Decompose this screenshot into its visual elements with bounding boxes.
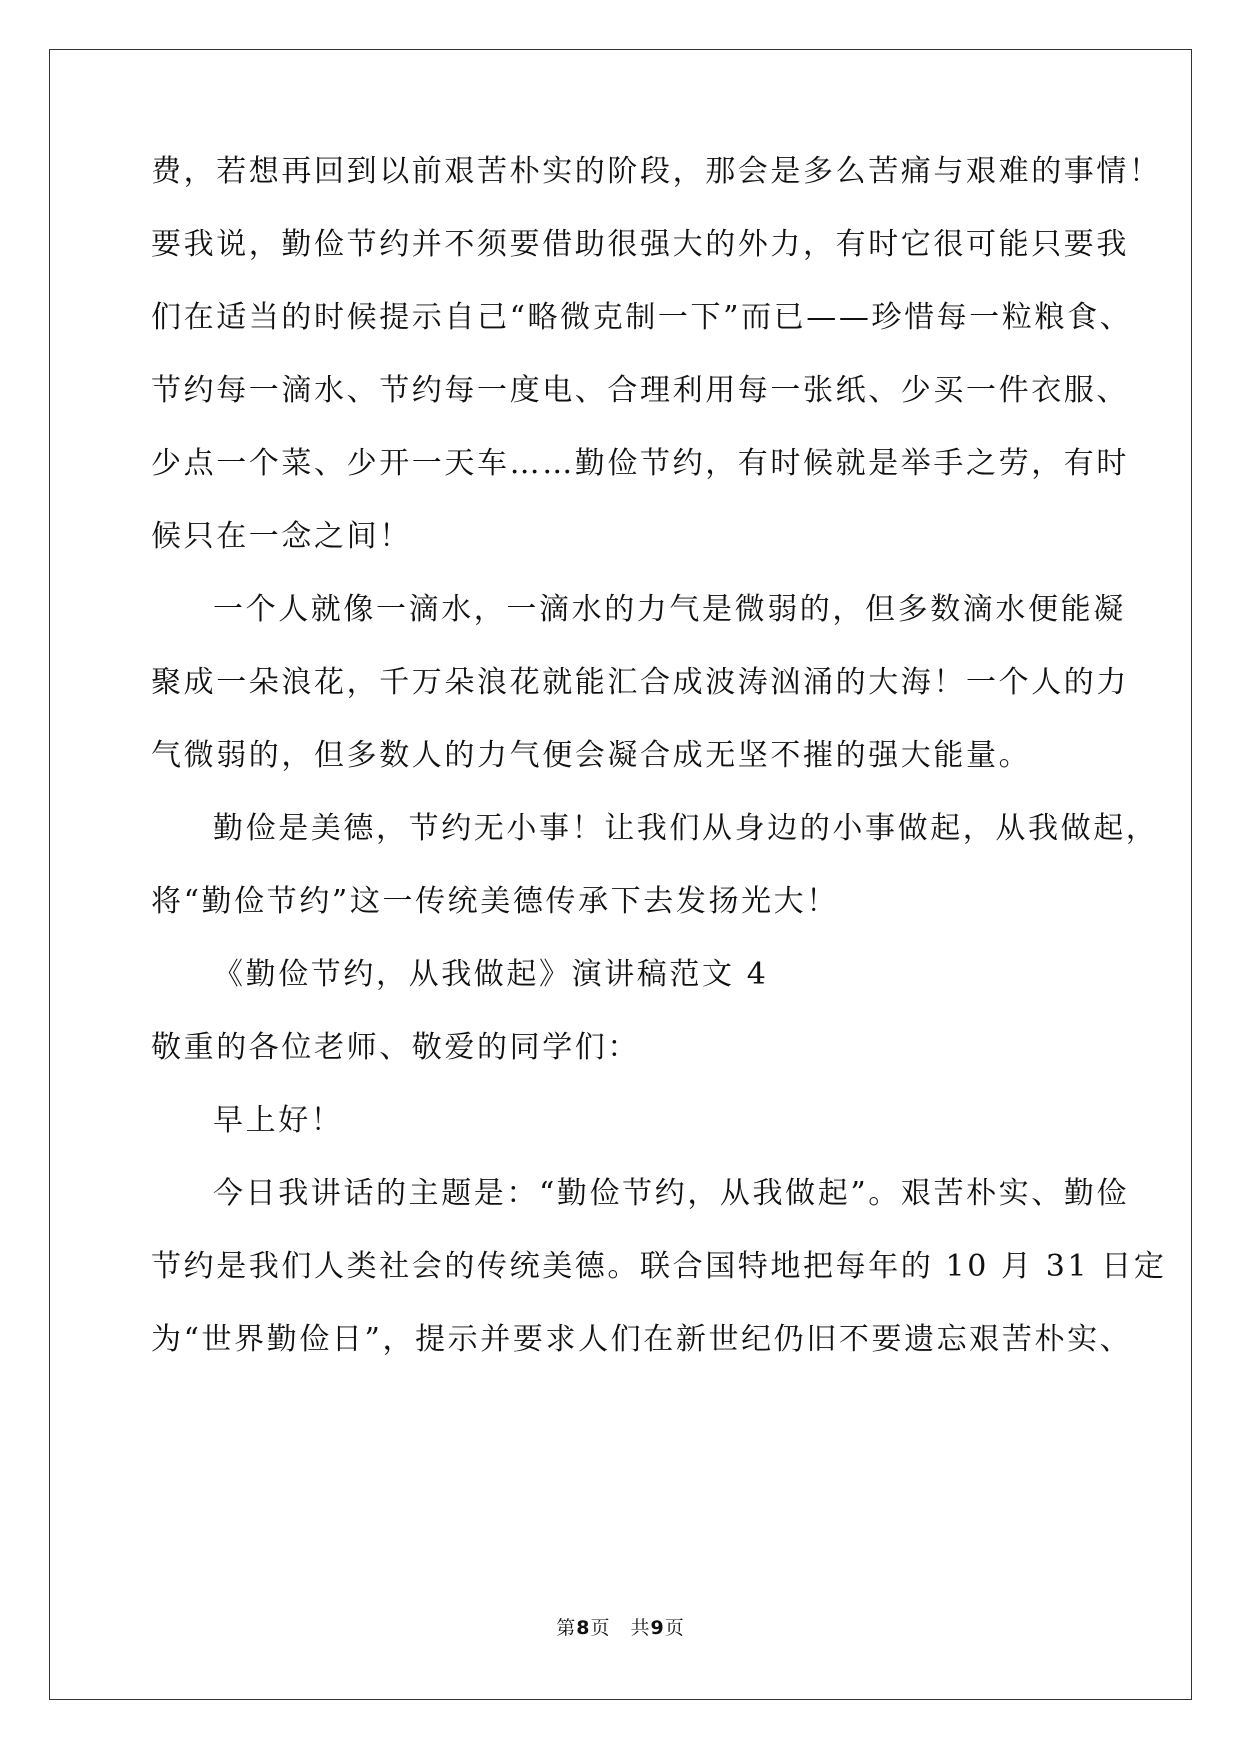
greeting: 早上好！ — [213, 1103, 344, 1138]
footer-page-current: 8 — [576, 1617, 591, 1639]
text-line: 节约每一滴水、节约每一度电、合理利用每一张纸、少买一件衣服、 — [151, 373, 1129, 408]
section-heading: 《勤俭节约，从我做起》演讲稿范文 4 — [213, 957, 769, 992]
text-line: 要我说，勤俭节约并不须要借助很强大的外力，有时它很可能只要我 — [151, 227, 1129, 262]
salutation: 敬重的各位老师、敬爱的同学们： — [151, 1030, 640, 1065]
text-line: 费，若想再回到以前艰苦朴实的阶段，那会是多么苦痛与艰难的事情！ — [151, 154, 1162, 189]
text-line: 勤俭是美德，节约无小事！让我们从身边的小事做起，从我做起， — [213, 811, 1159, 846]
text-line: 少点一个菜、少开一天车……勤俭节约，有时候就是举手之劳，有时 — [151, 446, 1129, 481]
text-line: 将“勤俭节约”这一传统美德传承下去发扬光大！ — [151, 884, 839, 919]
footer-page-prefix: 第 — [556, 1617, 577, 1639]
text-line: 候只在一念之间！ — [151, 519, 412, 554]
page-border — [49, 49, 1192, 1700]
text-line: 聚成一朵浪花，千万朵浪花就能汇合成波涛汹涌的大海！一个人的力 — [151, 665, 1129, 700]
text-line: 节约是我们人类社会的传统美德。联合国特地把每年的 10 月 31 日定 — [151, 1249, 1167, 1284]
footer-page-mid: 页 共 — [590, 1617, 651, 1639]
text-line: 们在适当的时候提示自己“略微克制一下”而已——珍惜每一粒粮食、 — [151, 300, 1133, 335]
text-line: 为“世界勤俭日”，提示并要求人们在新世纪仍旧不要遗忘艰苦朴实、 — [151, 1322, 1133, 1357]
text-line: 一个人就像一滴水，一滴水的力气是微弱的，但多数滴水便能凝 — [213, 592, 1126, 627]
footer-page-total: 9 — [650, 1617, 665, 1639]
text-line: 今日我讲话的主题是：“勤俭节约，从我做起”。艰苦朴实、勤俭 — [213, 1176, 1130, 1211]
text-line: 气微弱的，但多数人的力气便会凝合成无坚不摧的强大能量。 — [151, 738, 1032, 773]
footer-page-suffix: 页 — [664, 1617, 685, 1639]
page-footer — [0, 1616, 1241, 1640]
